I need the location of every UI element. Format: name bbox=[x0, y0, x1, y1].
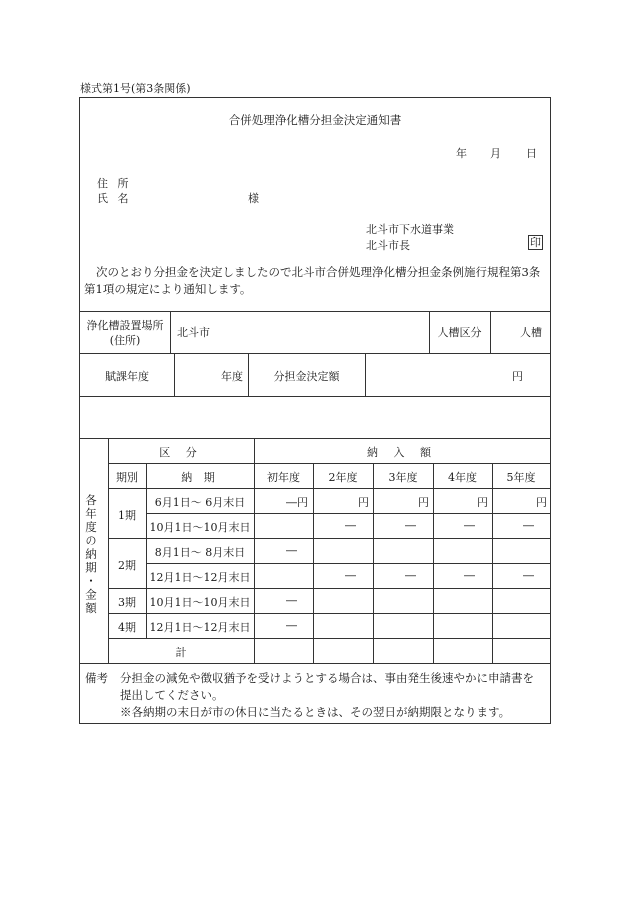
amount-cell: ― bbox=[286, 594, 297, 607]
tank-unit: 人槽 bbox=[520, 326, 542, 339]
header-amount: 納 入 額 bbox=[367, 446, 437, 459]
divider bbox=[146, 513, 550, 514]
remarks-line-1: 分担金の減免や徴収猶予を受けようとする場合は、事由発生後速やかに申請書を bbox=[120, 671, 534, 685]
col-year-1: 初年度 bbox=[267, 471, 300, 484]
due-row-1: 6月1日～ 6月末日 bbox=[154, 496, 246, 509]
col-due: 納 期 bbox=[181, 471, 219, 484]
due-row-3: 8月1日～ 8月末日 bbox=[154, 546, 246, 559]
amount-cell: ― bbox=[523, 519, 534, 532]
divider bbox=[108, 488, 550, 489]
divider bbox=[108, 613, 550, 614]
date-day: 日 bbox=[526, 147, 537, 160]
year-label: 賦課年度 bbox=[105, 370, 149, 383]
address-label: 住 所 bbox=[97, 177, 132, 190]
divider bbox=[80, 438, 550, 439]
divider bbox=[108, 638, 550, 639]
body-text-1: 次のとおり分担金を決定しましたので北斗市合併処理浄化槽分担金条例施行規程第3条 bbox=[96, 265, 541, 279]
divider bbox=[80, 311, 550, 312]
col-year-5: 5年度 bbox=[506, 471, 536, 484]
period-1: 1期 bbox=[118, 509, 136, 522]
amount-cell: ―円 bbox=[286, 496, 308, 509]
col-year-2: 2年度 bbox=[328, 471, 358, 484]
amount-cell: 円 bbox=[536, 496, 547, 509]
amount-cell: ― bbox=[523, 569, 534, 582]
amount-cell: ― bbox=[286, 544, 297, 557]
amount-label: 分担金決定額 bbox=[273, 370, 340, 383]
divider bbox=[174, 353, 175, 396]
remarks-line-2: 提出してください。 bbox=[120, 688, 224, 702]
form-number: 様式第1号(第3条関係) bbox=[80, 82, 191, 95]
amount-cell: ― bbox=[405, 519, 416, 532]
due-row-6: 12月1日～12月末日 bbox=[149, 621, 251, 634]
divider bbox=[80, 396, 550, 397]
col-period: 期別 bbox=[116, 471, 138, 484]
amount-cell: ― bbox=[464, 569, 475, 582]
header-kubun: 区 分 bbox=[159, 446, 203, 459]
period-4: 4期 bbox=[118, 621, 136, 634]
amount-cell: ― bbox=[345, 569, 356, 582]
amount-cell: ― bbox=[464, 519, 475, 532]
body-text-2: 第1項の規定により通知します。 bbox=[84, 282, 252, 296]
notice-form bbox=[79, 97, 551, 724]
due-row-4: 12月1日～12月末日 bbox=[149, 571, 251, 584]
amount-cell: ― bbox=[286, 619, 297, 632]
divider bbox=[108, 588, 550, 589]
remarks-line-3: ※各納期の末日が市の休日に当たるときは、その翌日が納期限となります。 bbox=[120, 705, 511, 719]
year-unit: 年度 bbox=[221, 370, 243, 383]
divider bbox=[108, 463, 550, 464]
amount-cell: 円 bbox=[477, 496, 488, 509]
site-label-sub: (住所) bbox=[109, 334, 141, 347]
divider bbox=[170, 311, 171, 353]
col-year-3: 3年度 bbox=[388, 471, 418, 484]
period-3: 3期 bbox=[118, 596, 136, 609]
honorific: 様 bbox=[248, 192, 259, 205]
amount-cell: 円 bbox=[358, 496, 369, 509]
amount-unit: 円 bbox=[512, 370, 523, 383]
amount-cell: 円 bbox=[418, 496, 429, 509]
due-row-2: 10月1日～10月末日 bbox=[149, 521, 251, 534]
date-month: 月 bbox=[490, 147, 501, 160]
amount-cell: ― bbox=[405, 569, 416, 582]
site-label: 浄化槽設置場所 bbox=[86, 319, 164, 332]
issuer-org: 北斗市下水道事業 bbox=[366, 223, 454, 236]
issuer-mayor: 北斗市長 bbox=[366, 239, 410, 252]
name-label: 氏 名 bbox=[97, 192, 132, 205]
divider bbox=[146, 563, 550, 564]
divider bbox=[80, 663, 550, 664]
divider bbox=[80, 353, 550, 354]
remarks-label: 備考 bbox=[85, 671, 108, 685]
tank-label: 人槽区分 bbox=[437, 326, 482, 339]
amount-cell: ― bbox=[345, 519, 356, 532]
divider bbox=[490, 311, 491, 353]
divider bbox=[365, 353, 366, 396]
due-row-5: 10月1日～10月末日 bbox=[149, 596, 251, 609]
schedule-side-label: 各年度の納期・金額 bbox=[84, 494, 98, 616]
site-value: 北斗市 bbox=[177, 326, 210, 339]
total-label: 計 bbox=[175, 646, 187, 659]
date-year: 年 bbox=[456, 147, 467, 160]
col-year-4: 4年度 bbox=[448, 471, 477, 484]
form-title: 合併処理浄化槽分担金決定通知書 bbox=[228, 113, 402, 127]
seal-mark: 印 bbox=[530, 236, 541, 249]
divider bbox=[108, 538, 550, 539]
period-2: 2期 bbox=[118, 559, 136, 572]
